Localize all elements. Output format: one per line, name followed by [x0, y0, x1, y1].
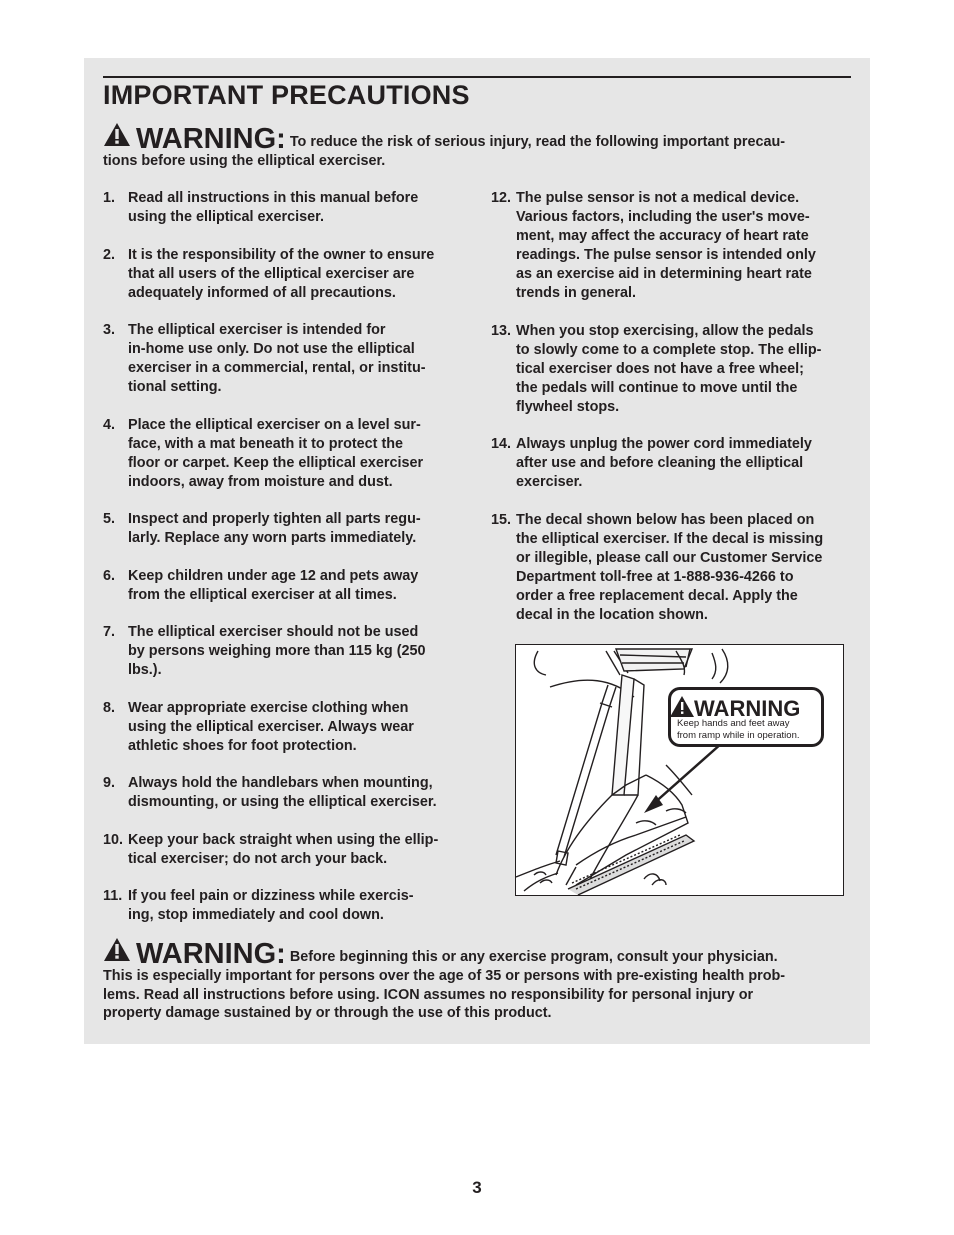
item-text-line: face, with a mat beneath it to protect the — [128, 435, 404, 452]
item-text-line: or illegible, please call our Customer Service — [516, 549, 823, 566]
warning-top-line1 — [103, 122, 855, 155]
warning-decal — [668, 687, 824, 747]
warning-bottom-text1: Before beginning this or any exercise program, consult your physician. — [289, 949, 778, 965]
list-item — [103, 321, 473, 397]
decal-line1: Keep hands and feet away — [677, 718, 790, 729]
list-item — [103, 887, 473, 925]
item-number: 4. — [103, 416, 116, 433]
item-text-line: dismounting, or using the elliptical exerciser. — [128, 794, 437, 810]
item-text-line: using the elliptical exerciser. — [128, 209, 324, 225]
item-text-line: tional setting. — [128, 379, 222, 395]
item-number: 10. — [103, 831, 124, 848]
item-text-line: tical exerciser does not have a free wheel; — [516, 360, 804, 377]
item-text-line: Various factors, including the user's move- — [516, 209, 810, 225]
decal-line2: from ramp while in operation. — [677, 730, 800, 741]
item-text-line: Wear appropriate exercise clothing when — [128, 699, 409, 716]
item-text-line: decal in the location shown. — [516, 606, 708, 623]
warning-bottom-label: WARNING: — [136, 938, 286, 970]
item-text-line: It is the responsibility of the owner to ensure — [128, 246, 435, 263]
list-item — [103, 189, 473, 227]
list-item — [103, 246, 473, 303]
item-text-line: that all users of the elliptical exerciser are — [128, 265, 415, 282]
item-text-line: exerciser. — [516, 474, 583, 490]
item-number: 2. — [103, 246, 116, 263]
item-text-line: tical exerciser; do not arch your back. — [128, 850, 388, 867]
item-number: 5. — [103, 511, 116, 527]
warning-top — [103, 122, 855, 170]
warning-top-label: WARNING: — [136, 123, 286, 155]
item-text-line: order a free replacement decal. Apply the — [516, 587, 798, 604]
item-number: 7. — [103, 624, 116, 640]
item-text-line: lbs.). — [128, 662, 162, 678]
list-item — [103, 416, 473, 492]
item-text-line: Keep children under age 12 and pets away — [128, 567, 419, 584]
item-text-line: using the elliptical exerciser. Always wear — [128, 718, 414, 735]
list-item — [491, 511, 861, 625]
item-text-line: flywheel stops. — [516, 398, 620, 415]
item-text-line: When you stop exercising, allow the pedals — [516, 322, 814, 339]
item-text-line: to slowly come to a complete stop. The ellip- — [516, 341, 822, 358]
item-number: 11. — [103, 888, 123, 904]
item-text-line: The decal shown below has been placed on — [516, 511, 815, 528]
item-number: 9. — [103, 775, 116, 791]
page-number: 3 — [472, 1178, 482, 1197]
item-text-line: from the elliptical exerciser at all times. — [128, 586, 397, 603]
title-rule — [103, 76, 851, 78]
warning-top-text2: tions before using the elliptical exerciser. — [103, 152, 386, 169]
item-text-line: the pedals will continue to move until the — [516, 379, 798, 396]
list-item — [491, 322, 861, 417]
warning-triangle-icon — [103, 937, 131, 962]
item-text-line: floor or carpet. Keep the elliptical exerciser — [128, 454, 424, 471]
item-text-line: by persons weighing more than 115 kg (250 — [128, 643, 426, 659]
decal-warning-label: WARNING — [694, 696, 801, 721]
warning-bottom-line1 — [103, 937, 855, 970]
item-number: 15. — [491, 511, 512, 528]
list-item — [103, 623, 473, 680]
warning-bottom — [103, 937, 855, 1023]
item-text-line: exerciser in a commercial, rental, or institu- — [128, 360, 426, 376]
list-item — [491, 189, 861, 303]
elliptical-drawing — [516, 645, 843, 895]
decal-location-illustration — [515, 644, 844, 896]
item-text-line: The elliptical exerciser is intended for — [128, 322, 386, 338]
item-number: 14. — [491, 436, 512, 452]
item-number: 12. — [491, 190, 512, 206]
warning-bottom-text4: property damage sustained by or through the use of this product. — [103, 1005, 552, 1022]
item-text-line: the elliptical exerciser. If the decal is missing — [516, 530, 824, 547]
page-title: IMPORTANT PRECAUTIONS — [103, 80, 470, 110]
list-item — [103, 567, 473, 605]
item-text-line: indoors, away from moisture and dust. — [128, 473, 393, 490]
list-item — [103, 774, 473, 812]
list-item — [103, 510, 473, 548]
warning-bottom-text2: This is especially important for persons over the age of 35 or persons with pre-existing health prob- — [103, 967, 786, 984]
list-item — [491, 435, 861, 492]
item-text-line: ment, may affect the accuracy of heart rate — [516, 228, 809, 244]
item-number: 3. — [103, 322, 116, 338]
item-number: 6. — [103, 567, 116, 584]
item-text-line: Inspect and properly tighten all parts regu- — [128, 511, 421, 527]
item-text-line: trends in general. — [516, 285, 636, 301]
item-text-line: adequately informed of all precautions. — [128, 284, 396, 301]
list-item — [103, 831, 473, 869]
warning-top-text1: To reduce the risk of serious injury, read the following important precau- — [289, 134, 786, 150]
item-text-line: The elliptical exerciser should not be used — [128, 624, 419, 640]
item-text-line: Place the elliptical exerciser on a level sur- — [128, 416, 421, 433]
precautions-list-left — [103, 189, 473, 944]
item-text-line: Always unplug the power cord immediately — [516, 436, 812, 452]
item-text-line: athletic shoes for foot protection. — [128, 737, 357, 754]
item-number: 8. — [103, 699, 116, 716]
item-text-line: Always hold the handlebars when mounting, — [128, 775, 433, 791]
item-number: 13. — [491, 322, 512, 339]
item-text-line: readings. The pulse sensor is intended only — [516, 247, 816, 263]
item-text-line: ing, stop immediately and cool down. — [128, 907, 384, 923]
item-text-line: in-home use only. Do not use the elliptical — [128, 341, 415, 357]
item-text-line: larly. Replace any worn parts immediately. — [128, 530, 417, 546]
item-text-line: after use and before cleaning the elliptical — [516, 455, 804, 471]
item-number: 1. — [103, 190, 116, 206]
precautions-list-right — [491, 189, 861, 643]
warning-bottom-text3: lems. Read all instructions before using. ICON assumes no responsibility for personal injury or — [103, 986, 754, 1003]
list-item — [103, 699, 473, 756]
item-text-line: Read all instructions in this manual before — [128, 190, 419, 206]
item-text-line: If you feel pain or dizziness while exercis- — [128, 888, 414, 904]
item-text-line: Keep your back straight when using the ellip- — [128, 831, 439, 848]
item-text-line: The pulse sensor is not a medical device. — [516, 190, 800, 206]
item-text-line: Department toll-free at 1-888-936-4266 to — [516, 568, 794, 585]
item-text-line: as an exercise aid in determining heart rate — [516, 266, 812, 282]
warning-triangle-icon — [103, 122, 131, 147]
